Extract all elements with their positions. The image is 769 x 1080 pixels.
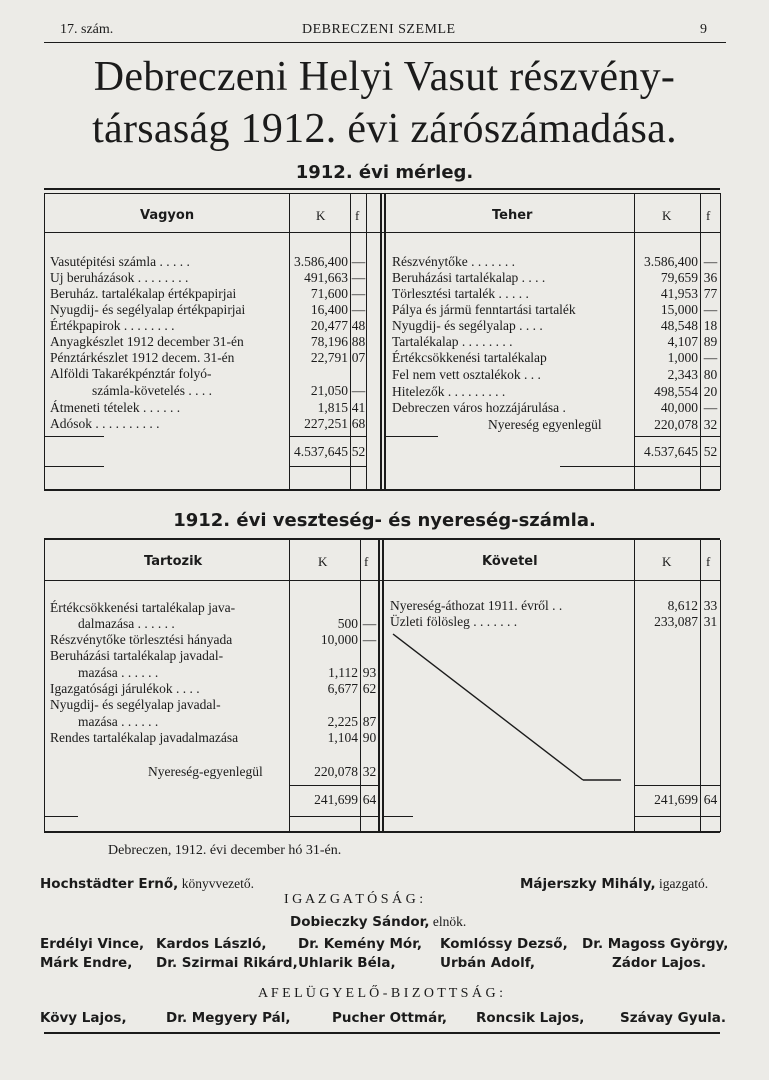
pl-heading: 1912. évi veszteség- és nyereség-számla. (173, 510, 596, 531)
row-label: Adósok . . . . . . . . . . (50, 416, 160, 431)
board-member: Dr. Magoss György, (582, 936, 729, 952)
row-label: Uj beruházások . . . . . . . . (50, 270, 189, 285)
col-header-k: K (662, 554, 672, 569)
row-f: 07 (351, 350, 366, 365)
left-total-k: 4.537,645 (294, 444, 348, 459)
fill-diagonal (383, 630, 623, 790)
accountant-role: könyvvezető. (181, 876, 255, 891)
row-label: Nyugdij- és segélyalap értékpapirjai (50, 302, 246, 317)
row-k: 227,251 (304, 416, 348, 431)
table-row (0, 270, 769, 286)
right-total-f: 64 (703, 792, 718, 807)
row-f: 62 (362, 681, 377, 696)
row-f: — (703, 302, 718, 317)
row-f: 80 (703, 367, 718, 382)
table-row (0, 614, 769, 630)
table-row (0, 367, 769, 383)
col-header-k: K (318, 554, 328, 569)
table-top-rule (44, 188, 720, 190)
row-label: Debreczen város hozzájárulása . (392, 400, 566, 415)
row-k: 4,107 (667, 334, 698, 349)
table-row (0, 334, 769, 350)
director-role: igazgató. (659, 876, 709, 891)
row-label: Nyereség-egyenlegül (148, 764, 263, 779)
row-k: 2,343 (667, 367, 698, 382)
row-f: 87 (362, 714, 377, 729)
row-f: — (362, 616, 377, 631)
director-signature (520, 876, 708, 892)
total-rule (44, 466, 104, 467)
header-rule (44, 42, 726, 43)
row-k: 22,791 (310, 350, 348, 365)
total-rule (634, 436, 720, 437)
row-f: 36 (703, 270, 718, 285)
row-k: 491,663 (304, 270, 348, 285)
total-rule (44, 816, 78, 817)
total-rule (289, 816, 378, 817)
row-label: Értékcsökkenési tartalékalap java- (50, 600, 236, 615)
row-label: Rendes tartalékalap javadalmazása (50, 730, 239, 745)
row-k: 498,554 (654, 384, 698, 399)
row-f: — (351, 383, 366, 398)
table-row (0, 400, 769, 416)
page-title-line-1: Debreczeni Helyi Vasut részvény- (93, 54, 676, 100)
row-k: 48,548 (660, 318, 698, 333)
col-header-f: f (364, 554, 369, 569)
total-rule (383, 816, 413, 817)
row-k: 10,000 (320, 632, 358, 647)
row-label: Beruház. tartalékalap értékpapirjai (50, 286, 237, 301)
row-k: 1,815 (317, 400, 348, 415)
row-k: 15,000 (660, 302, 698, 317)
total-rule (289, 785, 378, 786)
table-row (0, 318, 769, 334)
total-rule (386, 436, 438, 437)
row-f: 33 (703, 598, 718, 613)
row-label: Vasutépitési számla . . . . . (50, 254, 190, 269)
balance-total-row (0, 444, 769, 460)
board-member: Dr. Szirmai Rikárd, (156, 955, 298, 971)
row-k: 71,600 (310, 286, 348, 301)
row-f: 32 (362, 764, 377, 779)
row-label: Igazgatósági járulékok . . . . (50, 681, 200, 696)
diagonal-line (393, 634, 583, 780)
col-header-f: f (706, 208, 711, 223)
left-total-f: 52 (351, 444, 366, 459)
row-k: 78,196 (310, 334, 348, 349)
table-bottom-rule (44, 489, 720, 491)
supervisory-member: Szávay Gyula. (620, 1010, 727, 1026)
row-label: Részvénytőke törlesztési hányada (50, 632, 233, 647)
row-label: Értékpapirok . . . . . . . . (50, 318, 175, 333)
total-rule (44, 436, 104, 437)
row-label: Nyereség-áthozat 1911. évről . . (390, 598, 563, 613)
table-row (0, 417, 769, 433)
board-member: Erdélyi Vince, (40, 936, 145, 952)
row-k: 3.586,400 (294, 254, 348, 269)
table-row (0, 254, 769, 270)
row-f: 93 (362, 665, 377, 680)
row-label: Üzleti fölösleg . . . . . . . (390, 614, 518, 629)
supervisory-member: Kövy Lajos, (40, 1010, 127, 1026)
table-bottom-rule (44, 831, 720, 833)
row-f: 41 (351, 400, 366, 415)
row-f: 20 (703, 384, 718, 399)
row-k: 1,112 (328, 665, 358, 680)
supervisory-member: Dr. Megyery Pál, (166, 1010, 291, 1026)
row-f: 88 (351, 334, 366, 349)
table-row (0, 384, 769, 400)
row-label: Törlesztési tartalék . . . . . (392, 286, 529, 301)
col-header-k: K (662, 208, 672, 223)
row-f: 31 (703, 614, 718, 629)
footer-rule (44, 1032, 720, 1034)
row-label: mazása . . . . . . (78, 665, 159, 680)
row-k: 2,225 (327, 714, 358, 729)
president-signature (290, 914, 466, 930)
board-heading: I G A Z G A T Ó S Á G : (284, 892, 424, 907)
row-k: 41,953 (660, 286, 698, 301)
row-label: Hitelezők . . . . . . . . . (392, 384, 506, 399)
row-f: 89 (703, 334, 718, 349)
board-member: Zádor Lajos. (612, 955, 706, 971)
total-rule (289, 466, 366, 467)
row-f: — (351, 270, 366, 285)
row-k: 79,659 (660, 270, 698, 285)
row-f: 77 (703, 286, 718, 301)
date-line: Debreczen, 1912. évi december hó 31-én. (108, 843, 342, 858)
journal-name: DEBRECZENI SZEMLE (302, 22, 456, 37)
row-f: — (351, 302, 366, 317)
row-label: Értékcsökkenési tartalékalap (392, 350, 547, 365)
row-label: Tartalékalap . . . . . . . . (392, 334, 513, 349)
row-f: — (351, 254, 366, 269)
right-total-f: 52 (703, 444, 718, 459)
row-k: 3.586,400 (644, 254, 698, 269)
board-member: Dr. Kemény Mór, (298, 936, 422, 952)
row-f: — (351, 286, 366, 301)
accountant-signature (40, 876, 254, 892)
table-header-rule (44, 232, 720, 233)
supervisory-heading: A F E L Ü G Y E L Ő - B I Z O T T S Á G : (258, 986, 504, 1001)
right-total-k: 241,699 (654, 792, 698, 807)
row-k: 8,612 (667, 598, 698, 613)
col-header-k: K (316, 208, 326, 223)
total-rule (634, 816, 720, 817)
col-header-tartozik: Tartozik (144, 554, 203, 569)
director-name: Májerszky Mihály, (520, 876, 656, 892)
row-label: dalmazása . . . . . . (78, 616, 175, 631)
balance-heading: 1912. évi mérleg. (295, 162, 474, 183)
row-f: 18 (703, 318, 718, 333)
total-rule (560, 466, 720, 467)
row-f: — (703, 350, 718, 365)
row-f: 68 (351, 416, 366, 431)
row-label: Beruházási tartalékalap javadal- (50, 648, 224, 663)
row-f: — (703, 400, 718, 415)
president-name: Dobieczky Sándor, (290, 914, 430, 930)
row-label: Alföldi Takarékpénztár folyó- (50, 366, 212, 381)
board-member: Komlóssy Dezső, (440, 936, 568, 952)
left-total-k: 241,699 (314, 792, 358, 807)
table-top-rule (44, 193, 720, 194)
board-member: Uhlarik Béla, (298, 955, 396, 971)
col-header-f: f (706, 554, 711, 569)
page-title-line-2: társaság 1912. évi zárószámadása. (92, 106, 677, 152)
table-row (0, 350, 769, 366)
row-label: számla-követelés . . . . (92, 383, 212, 398)
col-header-vagyon: Vagyon (140, 208, 195, 223)
row-k: 21,050 (310, 383, 348, 398)
total-rule (634, 785, 720, 786)
row-f: 32 (703, 417, 718, 432)
board-member: Urbán Adolf, (440, 955, 535, 971)
row-label: Pénztárkészlet 1912 decem. 31-én (50, 350, 235, 365)
row-label: Átmeneti tételek . . . . . . (50, 400, 181, 415)
row-label: mazása . . . . . . (78, 714, 159, 729)
supervisory-member: Pucher Ottmár, (332, 1010, 447, 1026)
row-label: Nyugdij- és segélyalap javadal- (50, 697, 221, 712)
row-k: 233,087 (654, 614, 698, 629)
table-row (0, 302, 769, 318)
row-f: — (703, 254, 718, 269)
right-total-k: 4.537,645 (644, 444, 698, 459)
row-k: 40,000 (660, 400, 698, 415)
president-role: elnök. (432, 914, 467, 929)
accountant-name: Hochstädter Ernő, (40, 876, 179, 892)
col-header-teher: Teher (492, 208, 533, 223)
page-number: 9 (700, 22, 707, 37)
col-header-f: f (355, 208, 360, 223)
board-member: Kardos László, (156, 936, 267, 952)
row-label: Pálya és jármü fenntartási tartalék (392, 302, 576, 317)
table-row (0, 286, 769, 302)
row-label: Részvénytőke . . . . . . . (392, 254, 515, 269)
row-label: Fel nem vett osztalékok . . . (392, 367, 541, 382)
row-k: 6,677 (327, 681, 358, 696)
pl-total-row (0, 792, 769, 808)
page-section-label: 17. szám. (60, 22, 114, 37)
left-total-f: 64 (362, 792, 377, 807)
row-k: 220,078 (314, 764, 358, 779)
row-label: Beruházási tartalékalap . . . . (392, 270, 546, 285)
row-f: — (362, 632, 377, 647)
row-k: 20,477 (310, 318, 348, 333)
supervisory-member: Roncsik Lajos, (476, 1010, 585, 1026)
row-f: 90 (362, 730, 377, 745)
col-header-kovetel: Követel (482, 554, 538, 569)
row-k: 220,078 (654, 417, 698, 432)
row-k: 16,400 (310, 302, 348, 317)
total-rule (289, 436, 366, 437)
row-label: Nyereség egyenlegül (488, 417, 602, 432)
table-row (0, 598, 769, 614)
row-f: 48 (351, 318, 366, 333)
board-member: Márk Endre, (40, 955, 133, 971)
row-k: 500 (337, 616, 358, 631)
row-k: 1,104 (327, 730, 358, 745)
row-label: Nyugdij- és segélyalap . . . . (392, 318, 543, 333)
row-k: 1,000 (667, 350, 698, 365)
row-label: Anyagkészlet 1912 december 31-én (50, 334, 244, 349)
